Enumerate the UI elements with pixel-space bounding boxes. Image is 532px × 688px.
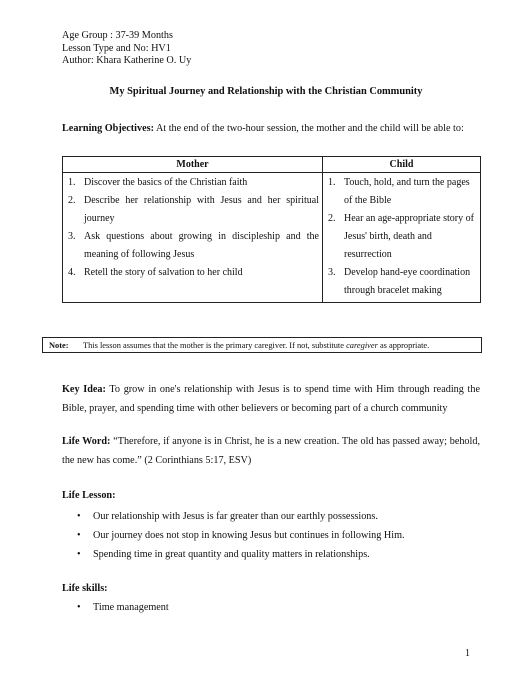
- note-box: [42, 337, 482, 353]
- note-label: Note:: [49, 341, 69, 350]
- mother-list: [63, 174, 322, 282]
- table-row: [63, 173, 481, 303]
- life-skills-list: [62, 598, 480, 617]
- mother-header: Mother: [63, 157, 323, 173]
- objectives-text: At the end of the two-hour session, the mother and the child will be able to:: [155, 123, 464, 134]
- list-item: 4. Retell the story of salvation to her child: [68, 267, 243, 278]
- child-list: [323, 174, 480, 300]
- list-item: 2. Hear an age-appropriate story of Jesus' birth, death and resurrection: [328, 213, 474, 260]
- list-item: • Spending time in great quantity and quality matters in relationships.: [62, 545, 480, 564]
- page-number: 1: [465, 648, 470, 659]
- list-item: 1. Discover the basics of the Christian faith: [68, 177, 248, 188]
- key-idea-label: Key Idea:: [62, 384, 106, 395]
- list-item: 1. Touch, hold, and turn the pages of the Bible: [328, 177, 470, 206]
- objectives-label: Learning Objectives:: [62, 123, 154, 134]
- life-skills-label: Life skills:: [62, 583, 108, 594]
- list-item: • Time management: [62, 598, 480, 617]
- learning-objectives: [62, 120, 480, 139]
- list-item: • Our journey does not stop in knowing Jesus but continues in following Him.: [62, 526, 480, 545]
- life-lesson-label: Life Lesson:: [62, 490, 116, 501]
- child-header: Child: [323, 157, 481, 173]
- document-title: My Spiritual Journey and Relationship with the Christian Community: [109, 86, 423, 97]
- list-item: 2. Describe her relationship with Jesus and her spiritual journey: [68, 195, 319, 224]
- age-group: Age Group : 37-39 Months: [62, 30, 173, 41]
- life-word-text: “Therefore, if anyone is in Christ, he is a new creation. The old has passed away; behold, the new has come.” (2 Corinthians 5:17, ESV): [62, 436, 480, 466]
- lesson-type: Lesson Type and No: HV1: [62, 42, 171, 54]
- note-text: This lesson assumes that the mother is the primary caregiver. If not, substitute caregiver as appropriate.: [83, 341, 430, 350]
- author: Author: Khara Katherine O. Uy: [62, 55, 192, 66]
- list-item: 3. Develop hand-eye coordination through bracelet making: [328, 267, 471, 296]
- mother-cell: [63, 173, 323, 303]
- life-word: [62, 433, 480, 470]
- life-word-label: Life Word:: [62, 436, 111, 447]
- objectives-table: [62, 156, 481, 303]
- child-cell: [323, 173, 481, 303]
- key-idea-text: To grow in one's relationship with Jesus is to spend time with Him through reading the Bible, prayer, and spending time with other believers or becoming part of a church community: [62, 384, 480, 414]
- list-item: • Our relationship with Jesus is far greater than our earthly possessions.: [62, 507, 480, 526]
- life-lesson-list: [62, 507, 480, 564]
- list-item: 3. Ask questions about growing in discipleship and the meaning of following Jesus: [68, 231, 319, 260]
- table-header-row: [63, 157, 481, 173]
- key-idea: [62, 381, 480, 418]
